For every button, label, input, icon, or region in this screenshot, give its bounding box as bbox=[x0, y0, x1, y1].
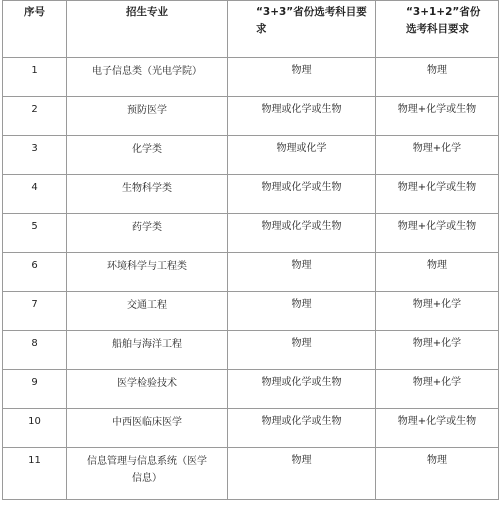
row-major: 预防医学 bbox=[67, 97, 228, 136]
row-major: 化学类 bbox=[67, 136, 228, 175]
header-index: 序号 bbox=[3, 1, 67, 58]
header-row bbox=[3, 1, 499, 58]
row-major: 医学检验技术 bbox=[67, 370, 228, 409]
table-row bbox=[3, 409, 499, 448]
row-index: 1 bbox=[3, 58, 67, 97]
row-requirement-3-1-2: 物理+化学 bbox=[376, 136, 499, 175]
row-index: 10 bbox=[3, 409, 67, 448]
row-requirement-3-3: 物理 bbox=[228, 253, 376, 292]
row-index: 2 bbox=[3, 97, 67, 136]
row-major: 信息管理与信息系统（医学信息） bbox=[67, 448, 228, 500]
row-requirement-3-1-2: 物理 bbox=[376, 253, 499, 292]
subject-requirements-table bbox=[2, 0, 499, 500]
row-requirement-3-3: 物理或化学或生物 bbox=[228, 214, 376, 253]
row-requirement-3-3: 物理或化学或生物 bbox=[228, 370, 376, 409]
table-row bbox=[3, 214, 499, 253]
header-requirement-3-3: “3+3”省份选考科目要求 bbox=[228, 1, 376, 58]
row-requirement-3-3: 物理 bbox=[228, 58, 376, 97]
row-requirement-3-1-2: 物理+化学或生物 bbox=[376, 214, 499, 253]
table-row bbox=[3, 58, 499, 97]
row-requirement-3-1-2: 物理+化学或生物 bbox=[376, 175, 499, 214]
row-requirement-3-3: 物理或化学或生物 bbox=[228, 97, 376, 136]
table-header bbox=[3, 1, 499, 58]
table-row bbox=[3, 448, 499, 500]
row-requirement-3-3: 物理或化学或生物 bbox=[228, 175, 376, 214]
row-index: 7 bbox=[3, 292, 67, 331]
row-requirement-3-3: 物理 bbox=[228, 331, 376, 370]
row-index: 5 bbox=[3, 214, 67, 253]
row-requirement-3-1-2: 物理 bbox=[376, 448, 499, 500]
row-requirement-3-1-2: 物理+化学 bbox=[376, 370, 499, 409]
table-row bbox=[3, 331, 499, 370]
row-requirement-3-1-2: 物理 bbox=[376, 58, 499, 97]
row-major: 药学类 bbox=[67, 214, 228, 253]
row-major: 电子信息类（光电学院） bbox=[67, 58, 228, 97]
table-row bbox=[3, 292, 499, 331]
row-requirement-3-1-2: 物理+化学 bbox=[376, 331, 499, 370]
row-major: 交通工程 bbox=[67, 292, 228, 331]
row-index: 8 bbox=[3, 331, 67, 370]
row-requirement-3-3: 物理或化学或生物 bbox=[228, 409, 376, 448]
table-row bbox=[3, 370, 499, 409]
row-index: 3 bbox=[3, 136, 67, 175]
row-requirement-3-3: 物理或化学 bbox=[228, 136, 376, 175]
row-requirement-3-3: 物理 bbox=[228, 448, 376, 500]
row-requirement-3-1-2: 物理+化学或生物 bbox=[376, 97, 499, 136]
row-index: 4 bbox=[3, 175, 67, 214]
table-body bbox=[3, 58, 499, 500]
row-major: 生物科学类 bbox=[67, 175, 228, 214]
row-major: 船舶与海洋工程 bbox=[67, 331, 228, 370]
row-requirement-3-1-2: 物理+化学或生物 bbox=[376, 409, 499, 448]
header-requirement-3-1-2: “3+1+2”省份选考科目要求 bbox=[376, 1, 499, 58]
row-major: 环境科学与工程类 bbox=[67, 253, 228, 292]
table-row bbox=[3, 253, 499, 292]
table-row bbox=[3, 136, 499, 175]
table-row bbox=[3, 97, 499, 136]
header-major: 招生专业 bbox=[67, 1, 228, 58]
row-index: 11 bbox=[3, 448, 67, 500]
row-index: 6 bbox=[3, 253, 67, 292]
row-requirement-3-1-2: 物理+化学 bbox=[376, 292, 499, 331]
row-requirement-3-3: 物理 bbox=[228, 292, 376, 331]
row-major: 中西医临床医学 bbox=[67, 409, 228, 448]
row-index: 9 bbox=[3, 370, 67, 409]
table-row bbox=[3, 175, 499, 214]
